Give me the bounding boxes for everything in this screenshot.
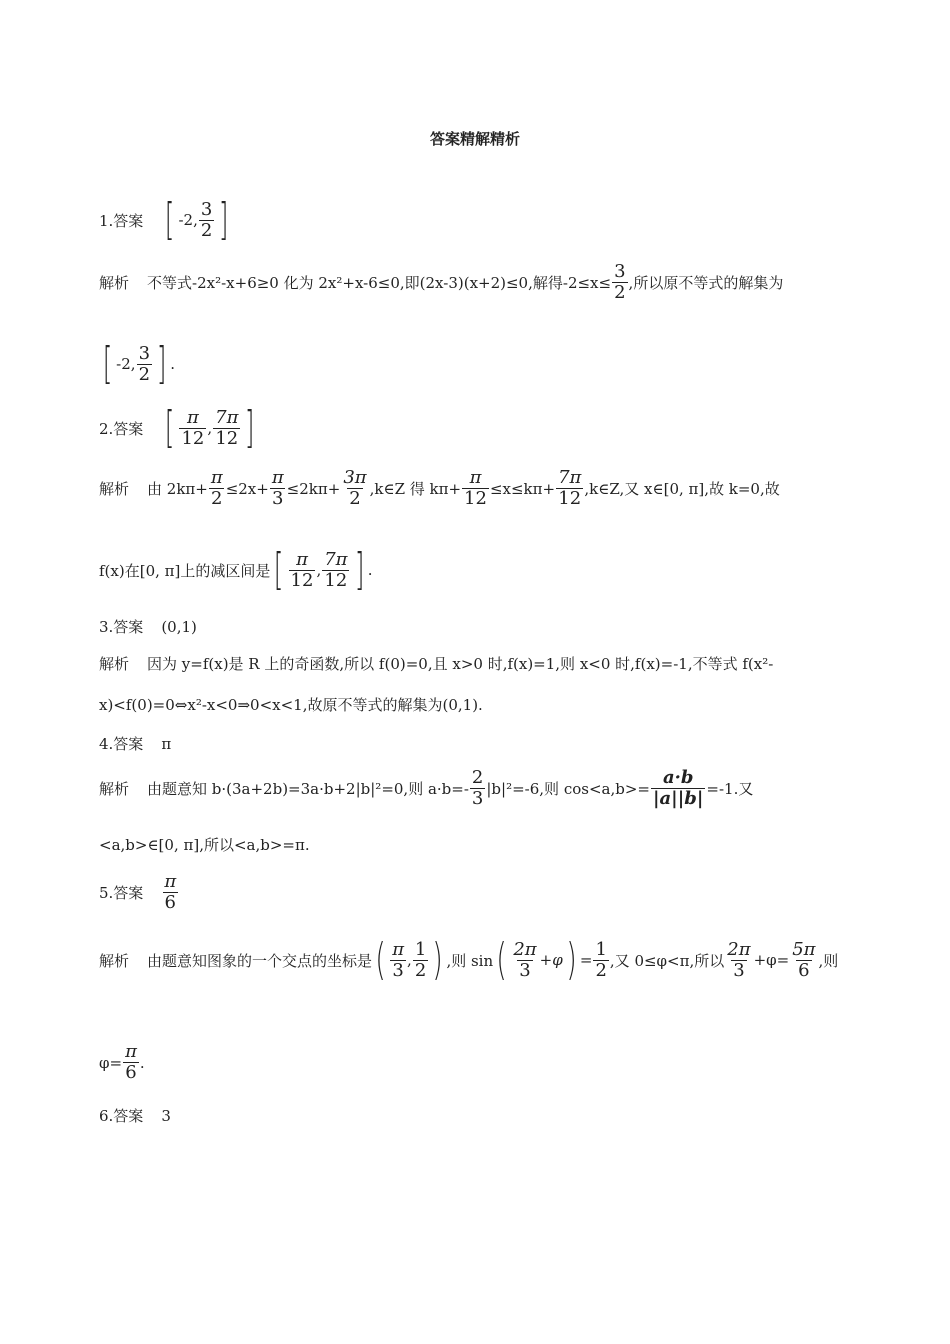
q3-analysis-text-1: 因为 y=f(x)是 R 上的奇函数,所以 f(0)=0,且 x>0 时,f(x)=1,则 x<0 时,f(x)=-1,不等式 f(x²-: [147, 655, 774, 673]
q5-text-3: =: [579, 951, 593, 969]
q5-sin-frac: [511, 940, 538, 981]
numerator: π: [187, 406, 199, 428]
q5-text-4: ,又 0≤φ<π,所以: [609, 951, 725, 970]
q5-analysis-cont: [99, 1042, 145, 1083]
period: .: [367, 561, 373, 579]
left-bracket: [: [165, 402, 175, 453]
left-bracket: [: [102, 338, 113, 389]
q5-frac-4: [725, 940, 752, 981]
q5-point-y: [413, 940, 428, 981]
q2-analysis-label: 解析: [99, 480, 130, 498]
q5-answer-label: 5.答案: [99, 884, 144, 902]
q1-analysis-line: [99, 262, 783, 303]
numerator: 1: [414, 938, 427, 960]
q1-cont-start: -2,: [116, 355, 136, 373]
numerator: 2: [471, 767, 484, 788]
q4-analysis-label: 解析: [99, 780, 130, 798]
q5-analysis-label: 解析: [99, 951, 130, 970]
q4-analysis-line: [99, 768, 753, 809]
q2-text-1: 由 2kπ+: [147, 480, 208, 498]
q5-cont-frac: [123, 1042, 139, 1083]
q3-answer-line: [99, 616, 197, 637]
numerator: 3: [138, 342, 151, 364]
q5-cont-text: φ=: [99, 1053, 123, 1072]
q6-answer-label: 6.答案: [99, 1107, 144, 1125]
q3-analysis-label: 解析: [99, 655, 130, 673]
left-bracket: [: [165, 194, 175, 245]
q1-analysis-text-1: 不等式-2x²-x+6≥0 化为 2x²+x-6≤0,即(2x-3)(x+2)≤0,解得-2≤x≤: [147, 274, 612, 292]
q3-analysis-text-2: x)<f(0)=0⇔x²-x<0⇒0<x<1,故原不等式的解集为(0,1).: [99, 696, 483, 714]
q2-frac-4: [462, 468, 489, 509]
numerator: 5π: [792, 938, 816, 960]
q2-cont-frac-2: [322, 550, 349, 591]
q1-answer-line: [99, 194, 233, 245]
left-bracket: [: [274, 544, 284, 595]
q4-analysis-cont: [99, 834, 310, 855]
q1-analysis-text-2: ,所以原不等式的解集为: [628, 274, 784, 292]
period: .: [139, 1053, 145, 1072]
numerator: 3: [614, 261, 626, 282]
q5-text-5: +φ=: [753, 951, 790, 969]
denominator: 2: [349, 488, 361, 509]
q4-frac-1: [470, 768, 485, 809]
q5-point-x: [390, 940, 406, 981]
denominator: 2: [414, 959, 427, 981]
q6-answer-line: [99, 1105, 171, 1126]
denominator: 12: [464, 488, 487, 509]
q3-analysis-cont: [99, 694, 483, 715]
denominator: |a||b|: [652, 788, 704, 809]
q4-answer-value: π: [161, 734, 172, 753]
denominator: 2: [614, 282, 626, 303]
right-bracket: ]: [219, 194, 229, 245]
q2-text-3: ≤2kπ+: [286, 479, 341, 498]
denominator: 12: [181, 427, 205, 449]
q2-cont-frac-1: [289, 550, 316, 591]
denominator: 3: [392, 959, 404, 981]
q2-frac-2: [270, 468, 286, 509]
numerator: 2π: [727, 938, 751, 960]
q5-text-6: ,则: [818, 951, 839, 970]
q5-sin-tail: +φ: [539, 951, 563, 969]
denominator: 12: [324, 569, 348, 591]
page-title: 答案精解精析: [429, 130, 520, 148]
q1-analysis-frac: [612, 262, 627, 303]
right-paren: ): [432, 934, 444, 985]
q2-answer-line: 2.答案 [ $\frac{\pi}{12}$ , $\frac{7\pi}{12}$ ]: [99, 402, 255, 453]
q2-answer-label: 2.答案: [99, 419, 144, 438]
q2-analysis-cont: f(x)在[0, π]上的减区间是 [ $\frac{\pi}{12}$ , $\frac{7\pi}{12}$ ] .: [99, 544, 373, 595]
q2-analysis-line: [99, 468, 780, 509]
denominator: 12: [290, 569, 314, 591]
q5-answer-line: [99, 872, 179, 913]
q4-answer-line: [99, 733, 171, 754]
q5-answer-frac: [162, 872, 178, 913]
denominator: 6: [798, 959, 810, 981]
q4-frac-2: [651, 768, 705, 809]
q1-analysis-label: 解析: [99, 274, 130, 292]
q4-text-1: 由题意知 b·(3a+2b)=3a·b+2|b|²=0,则 a·b=-: [147, 780, 469, 798]
right-bracket: ]: [245, 402, 255, 453]
q3-answer-label: 3.答案: [99, 618, 144, 636]
q4-analysis-text-2: <a,b>∈[0, π],所以<a,b>=π.: [99, 836, 310, 854]
q2-text-4: ,k∈Z 得 kπ+: [369, 480, 462, 498]
right-bracket: ]: [156, 338, 167, 389]
denominator: 2: [595, 959, 607, 981]
q1-cont-frac: [137, 344, 152, 385]
q5-analysis-line: 解析 由题意知图象的一个交点的坐标是 ( $\frac{\pi}{3}$ , $\frac{1}{2}$ ) ,则 sin ( $\frac{2\pi}{3}$ +φ ) = $\frac{1}{2}$ ,又 0≤φ<π,所以 $\frac{2\pi}{3}$ +φ= $\frac{5\pi}{6}$ ,则: [99, 934, 839, 985]
denominator: 3: [733, 959, 745, 981]
q2-frac-5: [556, 468, 583, 509]
right-bracket: ]: [354, 544, 364, 595]
q1-answer-frac: [199, 200, 214, 241]
q5-text-2: ,则 sin: [446, 951, 494, 970]
numerator: a·b: [662, 767, 694, 788]
denominator: 2: [211, 488, 223, 509]
numerator: 7π: [215, 406, 239, 428]
q2-cont-text: f(x)在[0, π]上的减区间是: [99, 561, 271, 580]
q1-answer-label: 1.答案: [99, 211, 144, 230]
q2-frac-1: [209, 468, 225, 509]
numerator: π: [210, 467, 223, 488]
q2-text-5: ≤x≤kπ+: [489, 479, 556, 498]
q2-text-2: ≤2x+: [225, 479, 269, 498]
left-paren: (: [496, 934, 507, 985]
numerator: 7π: [558, 467, 582, 488]
denominator: 2: [200, 219, 213, 241]
q1-analysis-cont: [99, 338, 175, 389]
q2-answer-frac-1: [179, 408, 206, 449]
denominator: 12: [558, 488, 582, 509]
numerator: π: [392, 938, 405, 960]
left-paren: (: [375, 934, 386, 985]
numerator: π: [125, 1041, 137, 1062]
denominator: 3: [272, 488, 284, 509]
q1-answer-start: -2,: [178, 211, 198, 229]
numerator: π: [164, 871, 177, 892]
denominator: 6: [125, 1062, 137, 1083]
denominator: 3: [519, 959, 531, 981]
q2-text-6: ,k∈Z,又 x∈[0, π],故 k=0,故: [584, 480, 780, 498]
numerator: π: [469, 467, 482, 488]
period: .: [170, 355, 175, 373]
q2-frac-3: [341, 468, 368, 509]
right-paren: ): [566, 934, 577, 985]
q3-answer-value: (0,1): [161, 617, 197, 636]
q5-frac-3: [593, 940, 608, 981]
q4-text-3: =-1.又: [706, 780, 754, 798]
numerator: 1: [595, 938, 607, 960]
denominator: 12: [215, 427, 239, 449]
q5-frac-5: [790, 940, 817, 981]
numerator: π: [271, 467, 284, 488]
numerator: 3π: [343, 467, 367, 488]
numerator: 7π: [324, 548, 348, 570]
denominator: 2: [138, 363, 151, 385]
q2-answer-frac-2: [213, 408, 240, 449]
denominator: 3: [471, 788, 484, 809]
q5-text-1: 由题意知图象的一个交点的坐标是: [147, 951, 373, 970]
numerator: π: [296, 548, 308, 570]
numerator: 2π: [513, 938, 537, 960]
numerator: 3: [200, 198, 213, 220]
q6-answer-value: 3: [161, 1106, 171, 1125]
denominator: 6: [164, 892, 176, 913]
q4-text-2: |b|²=-6,则 cos<a,b>=: [486, 780, 650, 798]
q4-answer-label: 4.答案: [99, 735, 144, 753]
q3-analysis-line: [99, 653, 773, 674]
